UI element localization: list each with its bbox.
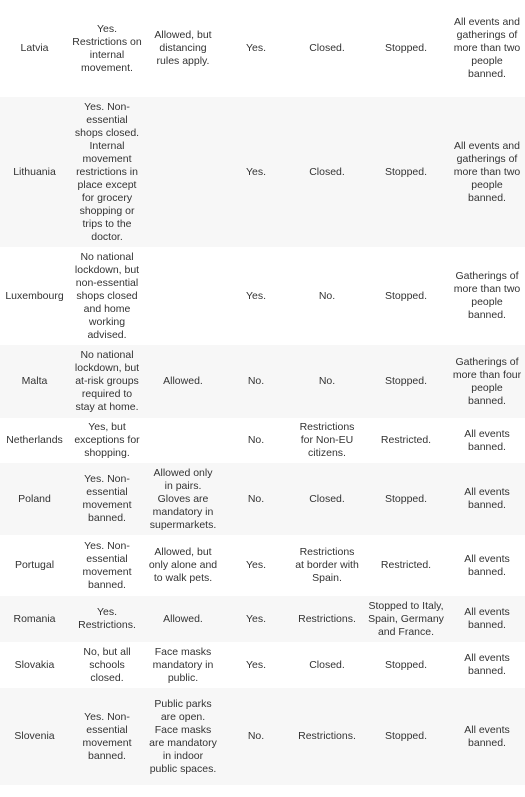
borders-cell: Restrictions. [291,596,363,642]
outdoor-cell: Allowed. [145,345,221,418]
borders-cell: No. [291,247,363,345]
flights-cell: Restricted. [363,418,449,463]
schools-cell: Yes. [221,97,291,247]
schools-cell: Yes. [221,247,291,345]
flights-cell: Stopped. [363,688,449,785]
flights-cell: Stopped. [363,463,449,535]
outdoor-cell [145,247,221,345]
gatherings-cell: All events banned. [449,463,525,535]
country-cell: Poland [0,463,69,535]
borders-cell: No. [291,345,363,418]
gatherings-cell: All events banned. [449,535,525,596]
lockdown-cell: Yes. Restrictions on internal movement. [69,0,145,97]
borders-cell: Restrictions. [291,688,363,785]
schools-cell: No. [221,418,291,463]
lockdown-cell: Yes, but exceptions for shopping. [69,418,145,463]
lockdown-cell: No, but all schools closed. [69,642,145,688]
flights-cell: Stopped. [363,0,449,97]
outdoor-cell: Allowed, but only alone and to walk pets. [145,535,221,596]
schools-cell: Yes. [221,0,291,97]
gatherings-cell: Gatherings of more than four people banned. [449,345,525,418]
table-row [0,688,525,785]
borders-cell: Closed. [291,463,363,535]
gatherings-cell: All events banned. [449,688,525,785]
outdoor-cell: Allowed, but distancing rules apply. [145,0,221,97]
schools-cell: Yes. [221,596,291,642]
country-cell: Portugal [0,535,69,596]
lockdown-cell: Yes. Restrictions. [69,596,145,642]
lockdown-cell: Yes. Non-essential movement banned. [69,688,145,785]
country-cell: Romania [0,596,69,642]
lockdown-cell: Yes. Non-essential movement banned. [69,535,145,596]
table-row [0,0,525,97]
country-cell: Lithuania [0,97,69,247]
gatherings-cell: Gatherings of more than two people banned. [449,247,525,345]
table-row [0,345,525,418]
borders-cell: Restrictions for Non-EU citizens. [291,418,363,463]
table-row [0,97,525,247]
outdoor-cell [145,97,221,247]
table-row [0,596,525,642]
schools-cell: Yes. [221,535,291,596]
gatherings-cell: All events and gatherings of more than two people banned. [449,0,525,97]
gatherings-cell: All events banned. [449,418,525,463]
flights-cell: Restricted. [363,535,449,596]
country-cell: Malta [0,345,69,418]
flights-cell: Stopped. [363,247,449,345]
borders-cell: Restrictions at border with Spain. [291,535,363,596]
country-cell: Netherlands [0,418,69,463]
flights-cell: Stopped. [363,97,449,247]
table-row [0,418,525,463]
country-cell: Latvia [0,0,69,97]
lockdown-cell: Yes. Non-essential shops closed. Internal movement restrictions in place except for grocery shopping or trips to the doctor. [69,97,145,247]
outdoor-cell: Face masks mandatory in public. [145,642,221,688]
outdoor-cell [145,418,221,463]
outdoor-cell: Allowed only in pairs. Gloves are mandatory in supermarkets. [145,463,221,535]
schools-cell: No. [221,463,291,535]
country-cell: Luxembourg [0,247,69,345]
country-cell: Slovakia [0,642,69,688]
borders-cell: Closed. [291,0,363,97]
schools-cell: No. [221,345,291,418]
lockdown-cell: No national lockdown, but at-risk groups required to stay at home. [69,345,145,418]
borders-cell: Closed. [291,97,363,247]
table-row [0,463,525,535]
flights-cell: Stopped. [363,642,449,688]
schools-cell: Yes. [221,642,291,688]
outdoor-cell: Public parks are open. Face masks are mandatory in indoor public spaces. [145,688,221,785]
lockdown-cell: No national lockdown, but non-essential shops closed and home working advised. [69,247,145,345]
flights-cell: Stopped to Italy, Spain, Germany and France. [363,596,449,642]
table-row [0,535,525,596]
outdoor-cell: Allowed. [145,596,221,642]
gatherings-cell: All events banned. [449,642,525,688]
borders-cell: Closed. [291,642,363,688]
gatherings-cell: All events banned. [449,596,525,642]
table-row [0,642,525,688]
schools-cell: No. [221,688,291,785]
flights-cell: Stopped. [363,345,449,418]
table-row [0,247,525,345]
gatherings-cell: All events and gatherings of more than two people banned. [449,97,525,247]
country-cell: Slovenia [0,688,69,785]
lockdown-cell: Yes. Non-essential movement banned. [69,463,145,535]
